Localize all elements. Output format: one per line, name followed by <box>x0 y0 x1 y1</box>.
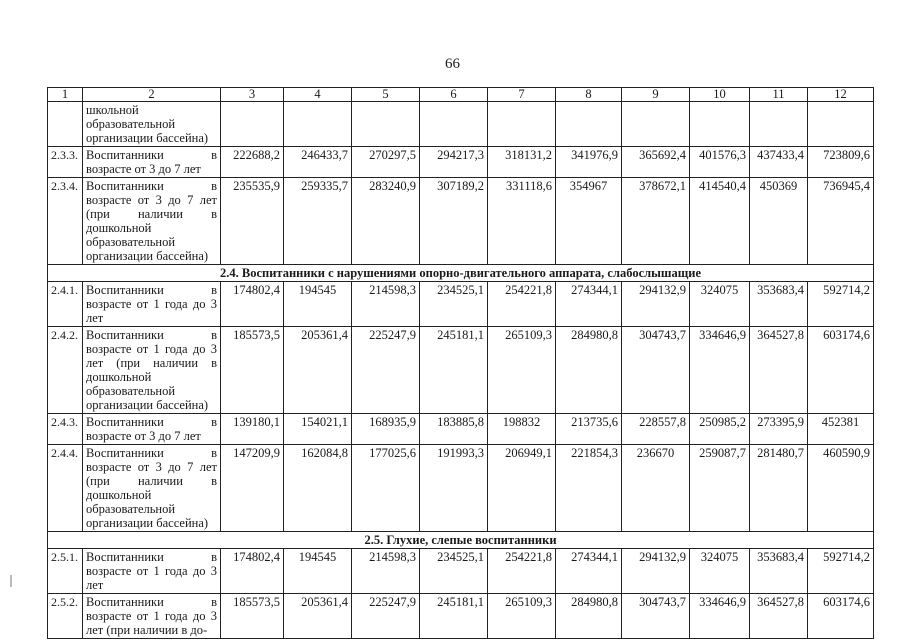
cell-value-col-10 <box>690 102 750 147</box>
section-header-row <box>48 265 874 282</box>
cell-value-col-7: 198832 <box>488 414 556 445</box>
row-description: Воспитанники в возрасте от 1 года до 3 лет <box>83 549 221 594</box>
cell-value-col-7: 331118,6 <box>488 178 556 265</box>
cell-value-col-3: 147209,9 <box>221 445 284 532</box>
cell-value-col-12: 603174,6 <box>808 327 874 414</box>
cell-value-col-3: 185573,5 <box>221 327 284 414</box>
cell-value-col-8 <box>556 102 622 147</box>
cell-value-col-9: 365692,4 <box>622 147 690 178</box>
cell-value-col-6: 245181,1 <box>420 594 488 639</box>
column-number-5: 5 <box>352 88 420 102</box>
cell-value-col-6: 191993,3 <box>420 445 488 532</box>
table-row <box>48 147 874 178</box>
column-number-3: 3 <box>221 88 284 102</box>
row-code: 2.4.1. <box>48 282 83 327</box>
row-code: 2.5.2. <box>48 594 83 639</box>
cell-value-col-7: 265109,3 <box>488 594 556 639</box>
cell-value-col-7: 254221,8 <box>488 282 556 327</box>
cell-value-col-7: 206949,1 <box>488 445 556 532</box>
cell-value-col-8: 284980,8 <box>556 327 622 414</box>
row-code: 2.4.2. <box>48 327 83 414</box>
table-row <box>48 445 874 532</box>
cell-value-col-7: 318131,2 <box>488 147 556 178</box>
cell-value-col-4: 259335,7 <box>284 178 352 265</box>
cell-value-col-9: 294132,9 <box>622 549 690 594</box>
row-description: Воспитанники в возрасте от 3 до 7 лет (при наличии в дошкольной образовательной организации бассейна) <box>83 178 221 265</box>
cell-value-col-12: 460590,9 <box>808 445 874 532</box>
cell-value-col-8: 284980,8 <box>556 594 622 639</box>
column-number-12: 12 <box>808 88 874 102</box>
cell-value-col-3: 185573,5 <box>221 594 284 639</box>
table-row <box>48 282 874 327</box>
cell-value-col-11: 273395,9 <box>750 414 808 445</box>
cell-value-col-4: 154021,1 <box>284 414 352 445</box>
row-description: Воспитанники в возрасте от 1 года до 3 лет (при наличии в до- <box>83 594 221 639</box>
cell-value-col-12: 723809,6 <box>808 147 874 178</box>
cell-value-col-9: 236670 <box>622 445 690 532</box>
cell-value-col-3 <box>221 102 284 147</box>
cell-value-col-11: 364527,8 <box>750 327 808 414</box>
cell-value-col-3: 235535,9 <box>221 178 284 265</box>
cell-value-col-6: 307189,2 <box>420 178 488 265</box>
cell-value-col-5: 168935,9 <box>352 414 420 445</box>
column-number-7: 7 <box>488 88 556 102</box>
cell-value-col-10: 324075 <box>690 282 750 327</box>
column-number-4: 4 <box>284 88 352 102</box>
cell-value-col-3: 139180,1 <box>221 414 284 445</box>
cell-value-col-4: 205361,4 <box>284 594 352 639</box>
cell-value-col-5: 270297,5 <box>352 147 420 178</box>
cell-value-col-4: 205361,4 <box>284 327 352 414</box>
cell-value-col-6: 234525,1 <box>420 282 488 327</box>
cell-value-col-6: 294217,3 <box>420 147 488 178</box>
cell-value-col-9: 228557,8 <box>622 414 690 445</box>
table-row <box>48 178 874 265</box>
cell-value-col-8: 341976,9 <box>556 147 622 178</box>
cell-value-col-11: 353683,4 <box>750 549 808 594</box>
cell-value-col-4: 194545 <box>284 549 352 594</box>
row-description: Воспитанники в возрасте от 3 до 7 лет (при наличии в дошкольной образовательной организации бассейна) <box>83 445 221 532</box>
row-code: 2.5.1. <box>48 549 83 594</box>
cell-value-col-11 <box>750 102 808 147</box>
cell-value-col-5: 214598,3 <box>352 549 420 594</box>
cell-value-col-12 <box>808 102 874 147</box>
cell-value-col-9: 378672,1 <box>622 178 690 265</box>
cell-value-col-8: 221854,3 <box>556 445 622 532</box>
table-row <box>48 327 874 414</box>
cell-value-col-10: 324075 <box>690 549 750 594</box>
cell-value-col-5: 214598,3 <box>352 282 420 327</box>
tariff-table <box>47 87 874 639</box>
cell-value-col-4: 246433,7 <box>284 147 352 178</box>
table-row <box>48 414 874 445</box>
row-description: школьной образовательной организации бассейна) <box>83 102 221 147</box>
row-description: Воспитанники в возрасте от 3 до 7 лет <box>83 414 221 445</box>
cell-value-col-10: 250985,2 <box>690 414 750 445</box>
table-row <box>48 102 874 147</box>
column-number-11: 11 <box>750 88 808 102</box>
cell-value-col-9: 294132,9 <box>622 282 690 327</box>
cell-value-col-10: 414540,4 <box>690 178 750 265</box>
cell-value-col-11: 281480,7 <box>750 445 808 532</box>
column-number-2: 2 <box>83 88 221 102</box>
cell-value-col-5: 225247,9 <box>352 327 420 414</box>
cell-value-col-12: 592714,2 <box>808 549 874 594</box>
section-title: 2.4. Воспитанники с нарушениями опорно-двигательного аппарата, слабослышащие <box>48 265 874 282</box>
cell-value-col-6: 234525,1 <box>420 549 488 594</box>
cell-value-col-9: 304743,7 <box>622 594 690 639</box>
cell-value-col-4: 194545 <box>284 282 352 327</box>
cell-value-col-11: 437433,4 <box>750 147 808 178</box>
row-description: Воспитанники в возрасте от 1 года до 3 лет <box>83 282 221 327</box>
cell-value-col-10: 401576,3 <box>690 147 750 178</box>
cell-value-col-12: 452381 <box>808 414 874 445</box>
column-number-8: 8 <box>556 88 622 102</box>
table-row <box>48 594 874 639</box>
cell-value-col-8: 213735,6 <box>556 414 622 445</box>
column-number-row <box>48 88 874 102</box>
cell-value-col-3: 222688,2 <box>221 147 284 178</box>
cell-value-col-11: 450369 <box>750 178 808 265</box>
column-number-9: 9 <box>622 88 690 102</box>
cell-value-col-7: 254221,8 <box>488 549 556 594</box>
cell-value-col-9 <box>622 102 690 147</box>
cell-value-col-10: 334646,9 <box>690 594 750 639</box>
row-description: Воспитанники в возрасте от 3 до 7 лет <box>83 147 221 178</box>
page-number: 66 <box>445 56 460 72</box>
cell-value-col-8: 354967 <box>556 178 622 265</box>
row-code: 2.4.4. <box>48 445 83 532</box>
cell-value-col-11: 353683,4 <box>750 282 808 327</box>
cell-value-col-4 <box>284 102 352 147</box>
cell-value-col-5: 225247,9 <box>352 594 420 639</box>
cell-value-col-11: 364527,8 <box>750 594 808 639</box>
row-code <box>48 102 83 147</box>
cell-value-col-10: 334646,9 <box>690 327 750 414</box>
row-code: 2.3.3. <box>48 147 83 178</box>
cell-value-col-9: 304743,7 <box>622 327 690 414</box>
cell-value-col-12: 592714,2 <box>808 282 874 327</box>
scan-artifact <box>10 575 12 587</box>
cell-value-col-3: 174802,4 <box>221 549 284 594</box>
cell-value-col-4: 162084,8 <box>284 445 352 532</box>
cell-value-col-6 <box>420 102 488 147</box>
cell-value-col-5: 283240,9 <box>352 178 420 265</box>
cell-value-col-5: 177025,6 <box>352 445 420 532</box>
cell-value-col-12: 603174,6 <box>808 594 874 639</box>
cell-value-col-6: 245181,1 <box>420 327 488 414</box>
row-code: 2.4.3. <box>48 414 83 445</box>
section-title: 2.5. Глухие, слепые воспитанники <box>48 532 874 549</box>
table-row <box>48 549 874 594</box>
cell-value-col-6: 183885,8 <box>420 414 488 445</box>
section-header-row <box>48 532 874 549</box>
column-number-1: 1 <box>48 88 83 102</box>
cell-value-col-10: 259087,7 <box>690 445 750 532</box>
column-number-6: 6 <box>420 88 488 102</box>
cell-value-col-7 <box>488 102 556 147</box>
cell-value-col-8: 274344,1 <box>556 549 622 594</box>
column-number-10: 10 <box>690 88 750 102</box>
row-description: Воспитанники в возрасте от 1 года до 3 лет (при наличии в дошкольной образовательной организации бассейна) <box>83 327 221 414</box>
cell-value-col-12: 736945,4 <box>808 178 874 265</box>
row-code: 2.3.4. <box>48 178 83 265</box>
cell-value-col-3: 174802,4 <box>221 282 284 327</box>
cell-value-col-7: 265109,3 <box>488 327 556 414</box>
cell-value-col-5 <box>352 102 420 147</box>
cell-value-col-8: 274344,1 <box>556 282 622 327</box>
